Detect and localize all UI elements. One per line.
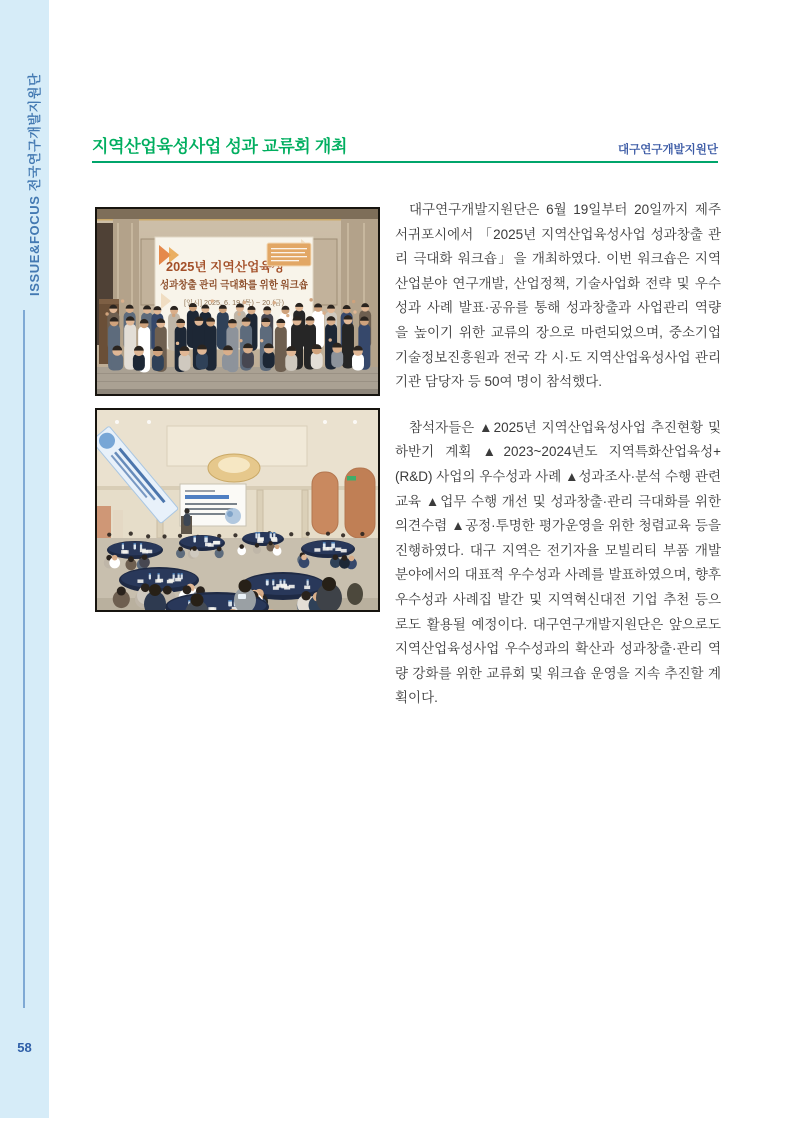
podium — [99, 299, 119, 304]
header-rule — [92, 161, 718, 163]
page-number: 58 — [17, 1040, 32, 1055]
workshop-photo-image — [97, 410, 378, 610]
exit-sign — [347, 476, 356, 481]
screen-title-line2: 성과창출 관리 극대화를 위한 워크숍 — [160, 279, 324, 291]
screen-info-box — [267, 243, 311, 266]
sidebar — [0, 0, 49, 1118]
wall-panel — [313, 239, 337, 305]
workshop-photo — [95, 408, 380, 612]
paragraph-1: 대구연구개발지원단은 6월 19일부터 20일까지 제주 서귀포시에서 「2025년 지역산업육성사업 성과창출 관리 극대화 워크숍」을 개최하였다. 이번 워크숍은 지역산업분야 연구개발, 산업정책, 기술사업화 전략 및 우수성과 사례 발표·공유를 통해 성과창출과 사업관리 역량을 높이기 위한 교류의 장으로 마련되었으며, 중소기업기술정보진흥원과 전국 각 시·도 지역산업육성사업 관리기관 담당자 등 50여 명이 참석했다. — [395, 202, 721, 390]
group-photo-image — [97, 209, 378, 394]
ceiling-valance — [97, 209, 378, 219]
screen-date-line: [일시] 2025. 6. 19.(목) ~ 20.(금) — [184, 300, 281, 307]
paragraph-2: 참석자들은 ▲2025년 지역산업육성사업 추진현황 및 하반기 계획 ▲2023~2024년도 지역특화산업육성+(R&D) 사업의 우수성과 사례 ▲성과조사·분석 수행 관련 교육 ▲업무 수행 개선 및 성과창출·관리 극대화를 위한 의견수렴 ▲공정·투명한 평가운영을 위한 청렴교육 등을 진행하였다. 대구 지역은 전기자율 모빌리티 부품 개발 분야에서의 대표적 우수성과 사례를 발표하였으며, 향후 우수성과 사례집 발간 및 지역혁신대전 기업 추천 등으로도 활용될 예정이다. 대구연구개발지원단은 앞으로도 지역산업육성사업 우수성과의 확산과 성과창출·관리 역량 강화를 위한 교류회 및 워크숍 운영을 지속 추진할 계획이다. — [395, 419, 721, 706]
group-photo — [95, 207, 380, 396]
crowd — [105, 298, 371, 372]
sidebar-vertical-rule — [23, 310, 25, 1008]
article-body — [395, 198, 721, 711]
screen-title-line1: 2025년 지역산업육성 — [166, 260, 282, 274]
terracotta-panel — [312, 472, 338, 534]
sidebar-vertical-label: ISSUE&FOCUS 전국연구개발지원단 — [27, 72, 42, 296]
article-title: 지역산업육성사업 성과 교류회 개최 — [92, 137, 348, 156]
chandelier — [208, 454, 260, 482]
organization-label: 대구연구개발지원단 — [618, 144, 718, 156]
